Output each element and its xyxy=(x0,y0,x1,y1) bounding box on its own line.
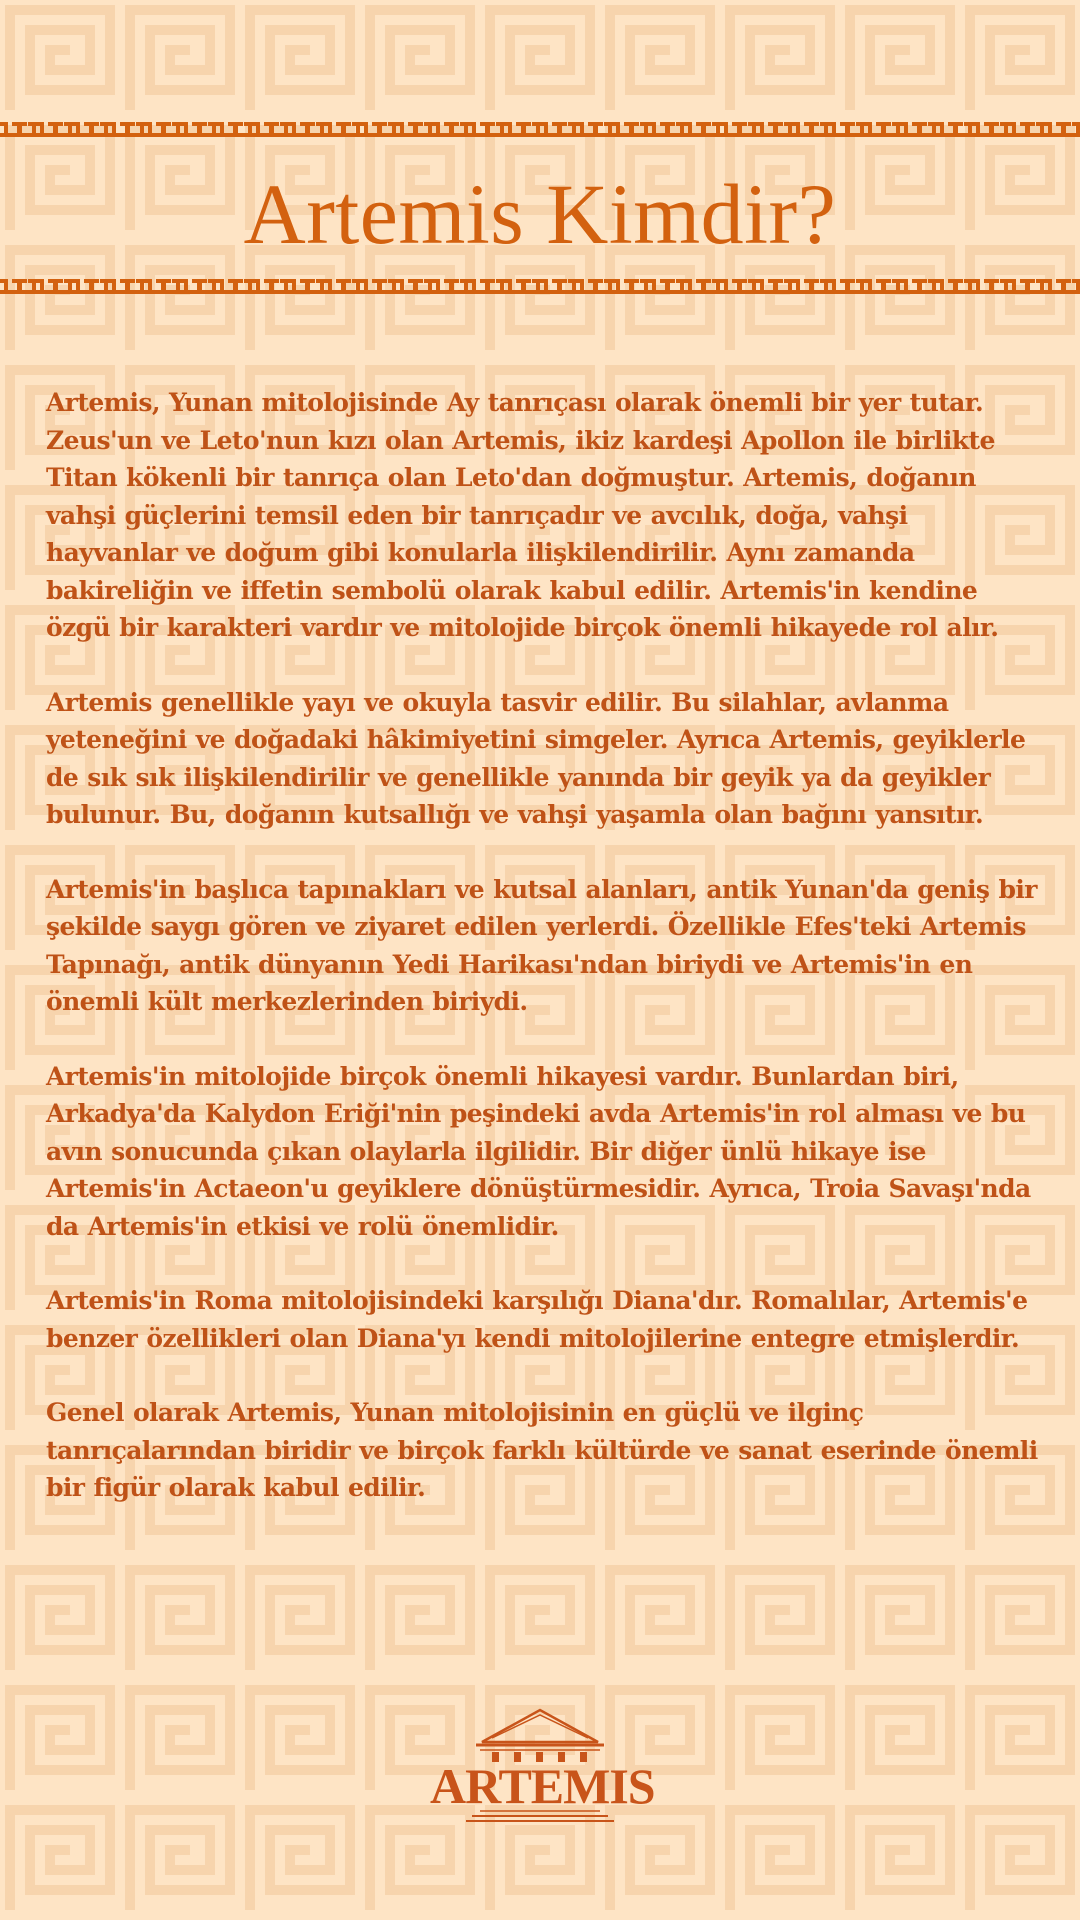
article-paragraph: Genel olarak Artemis, Yunan mitolojisinin en güçlü ve ilginç tanrıçalarından biridir ve birçok farklı kültürde ve sanat eserinde önemli bir figür olarak kabul edilir. xyxy=(46,1398,1038,1502)
article-paragraph: Artemis'in mitolojide birçok önemli hikayesi vardır. Bunlardan biri, Arkadya'da Kalydon Eriği'nin peşindeki avda Artemis'in rol alması ve bu avın sonucunda çıkan olaylarla ilgilidir. Bir diğer ünlü hikaye ise Artemis'in Actaeon'u geyiklere dönüştürmesidir. Ayrıca, Troia Savaşı'nda da Artemis'in etkisi ve rolü önemlidir. xyxy=(46,1061,1031,1241)
greek-key-border-bottom xyxy=(0,277,1080,307)
article-paragraph: Artemis, Yunan mitolojisinde Ay tanrıçası olarak önemli bir yer tutar. Zeus'un ve Leto'nun kızı olan Artemis, ikiz kardeşi Apollon ile birlikte Titan kökenli bir tanrıça olan Leto'dan doğmuştur. Artemis, doğanın vahşi güçlerini temsil eden bir tanrıçadır ve avcılık, doğa, vahşi hayvanlar ve doğum gibi konularla ilişkilendirilir. Aynı zamanda bakireliğin ve iffetin sembolü olarak kabul edilir. Artemis'in kendine özgü bir karakteri vardır ve mitolojide birçok önemli hikayede rol alır. xyxy=(46,388,999,642)
greek-key-border-top xyxy=(0,120,1080,150)
article-paragraph: Artemis genellikle yayı ve okuyla tasvir edilir. Bu silahlar, avlanma yeteneğini ve doğadaki hâkimiyetini simgeler. Ayrıca Artemis, geyiklerle de sık sık ilişkilendirilir ve genellikle yanında bir geyik ya da geyikler bulunur. Bu, doğanın kutsallığı ve vahşi yaşamla olan bağını yansıtır. xyxy=(46,687,1026,829)
article-paragraph: Artemis'in başlıca tapınakları ve kutsal alanları, antik Yunan'da geniş bir şekilde saygı gören ve ziyaret edilen yerlerdi. Özellikle Efes'teki Artemis Tapınağı, antik dünyanın Yedi Harikası'ndan biriydi ve Artemis'in en önemli kült merkezlerinden biriydi. xyxy=(46,874,1037,1016)
logo-wordmark: ARTEMIS xyxy=(430,1758,655,1814)
article-paragraph: Artemis'in Roma mitolojisindeki karşılığı Diana'dır. Romalılar, Artemis'e benzer özellikleri olan Diana'yı kendi mitolojilerine entegre etmişlerdir. xyxy=(46,1286,1028,1353)
artemis-logo xyxy=(430,1700,655,1825)
article-body xyxy=(46,384,1041,1544)
page-title: Artemis Kimdir? xyxy=(243,166,837,262)
